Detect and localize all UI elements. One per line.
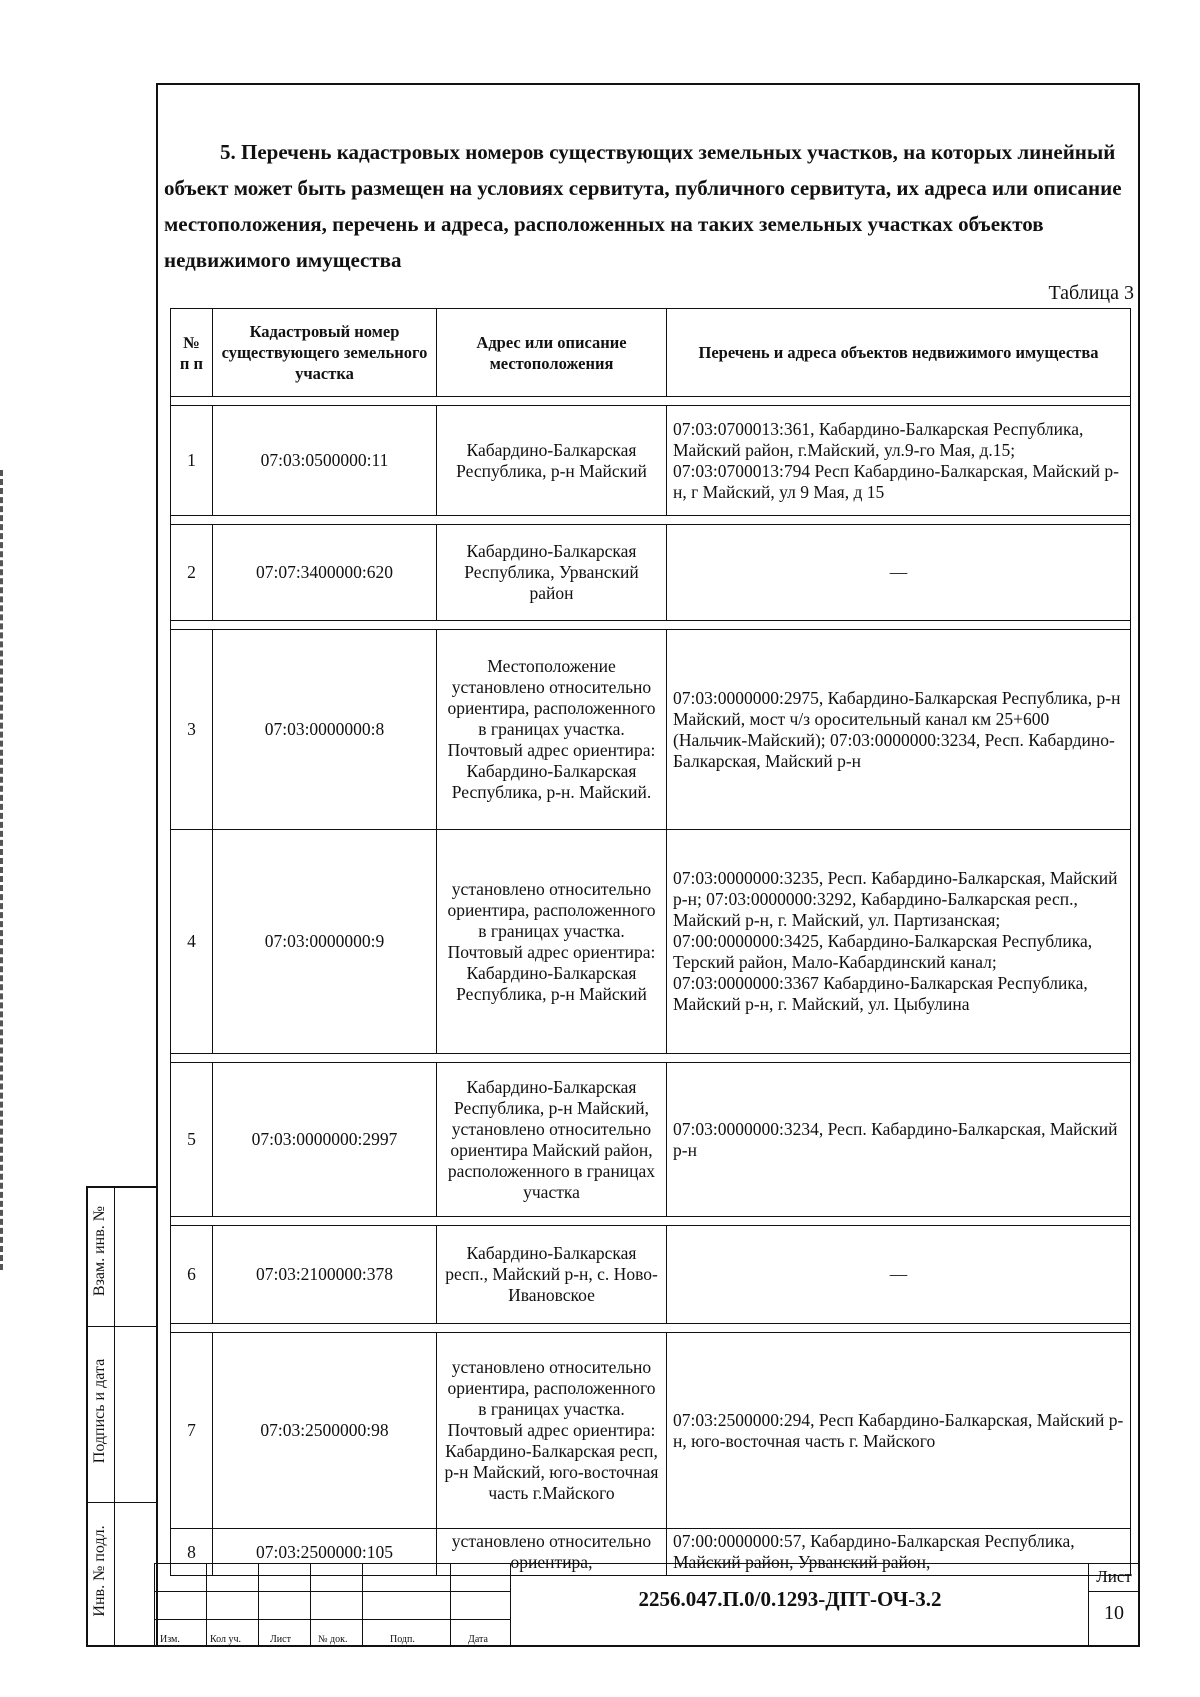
side-stamp-row-line — [88, 1502, 156, 1503]
header-num: № п п — [171, 309, 213, 397]
row-cadastral: 07:03:0000000:9 — [213, 830, 437, 1054]
document-code: 2256.047.П.0/0.1293-ДПТ-ОЧ-3.2 — [638, 1587, 942, 1611]
sheet-number: 10 — [1104, 1602, 1124, 1624]
row-cadastral: 07:03:2500000:98 — [213, 1333, 437, 1529]
title-block-line — [310, 1563, 311, 1647]
row-num: 8 — [171, 1529, 213, 1576]
table-gap — [171, 1324, 1131, 1333]
row-objects: 07:00:0000000:57, Кабардино-Балкарская Республика, Майский район, Урванский район, — [667, 1529, 1131, 1576]
row-cadastral: 07:03:2100000:378 — [213, 1226, 437, 1324]
title-block-line — [362, 1563, 363, 1647]
title-block-line — [450, 1563, 451, 1647]
label-data: Дата — [468, 1634, 488, 1645]
row-cadastral: 07:03:0000000:2997 — [213, 1063, 437, 1217]
sheet-label: Лист — [1096, 1567, 1132, 1586]
table-row — [171, 1226, 1131, 1324]
row-address: Кабардино-Балкарская Республика, Урванский район — [437, 525, 667, 621]
table-gap — [171, 516, 1131, 525]
header-address: Адрес или описание местоположения — [437, 309, 667, 397]
row-address: Кабардино-Балкарская респ., Майский р-н, с. Ново-Ивановское — [437, 1226, 667, 1324]
table-caption: Таблица 3 — [1048, 282, 1134, 304]
label-list: Лист — [270, 1634, 291, 1645]
row-objects: 07:03:0000000:3235, Респ. Кабардино-Балкарская, Майский р-н; 07:03:0000000:3292, Кабардино-Балкарская респ., Майский р-н, г. Майский, ул. Партизанская; 07:00:0000000:3425, Кабардино-Балкарская Республика, Терский район, Мало-Кабардинский канал; 07:03:0000000:3367 Кабардино-Балкарская Республика, Майский р-н, г. Майский, ул. Цыбулина — [667, 830, 1131, 1054]
row-num: 3 — [171, 630, 213, 830]
row-num: 5 — [171, 1063, 213, 1217]
row-address: установлено относительно ориентира, — [437, 1529, 667, 1576]
row-num: 6 — [171, 1226, 213, 1324]
section-heading-text: 5. Перечень кадастровых номеров существующих земельных участков, на которых линейный объект может быть размещен на условиях сервитута, публичного сервитута, их адреса или описание местоположения, перечень и адреса, расположенных на таких земельных участках объектов недвижимого имущества — [164, 140, 1122, 272]
side-label-vzam: Взам. инв. № — [91, 1205, 108, 1297]
row-objects: 07:03:2500000:294, Респ Кабардино-Балкарская, Майский р-н, юго-восточная часть г. Майского — [667, 1333, 1131, 1529]
table-row — [171, 830, 1131, 1054]
row-objects: 07:03:0000000:2975, Кабардино-Балкарская Республика, р-н Майский, мост ч/з оросительный канал км 25+600 (Нальчик-Майский); 07:03:0000000:3234, Респ. Кабардино-Балкарская, Майский р-н — [667, 630, 1131, 830]
row-objects: 07:03:0000000:3234, Респ. Кабардино-Балкарская, Майский р-н — [667, 1063, 1131, 1217]
side-stamp — [86, 1186, 156, 1647]
row-num: 1 — [171, 406, 213, 516]
row-cadastral: 07:07:3400000:620 — [213, 525, 437, 621]
cadastral-table — [170, 308, 1131, 1576]
row-address: Местоположение установлено относительно ориентира, расположенного в границах участка. Почтовый адрес ориентира: Кабардино-Балкарская Республика, р-н. Майский. — [437, 630, 667, 830]
row-objects: — — [667, 525, 1131, 621]
table-gap — [171, 397, 1131, 406]
scan-edge-marks — [0, 470, 7, 1270]
label-izm: Изм. — [160, 1634, 180, 1645]
label-doc-num: № док. — [318, 1634, 348, 1645]
header-cadastral: Кадастровый номер существующего земельного участка — [213, 309, 437, 397]
row-cadastral: 07:03:2500000:105 — [213, 1529, 437, 1576]
table-row — [171, 1063, 1131, 1217]
table-row — [171, 406, 1131, 516]
section-heading — [164, 134, 1124, 278]
row-objects: — — [667, 1226, 1131, 1324]
row-address: Кабардино-Балкарская Республика, р-н Майский, установлено относительно ориентира Майский район, расположенного в границах участка — [437, 1063, 667, 1217]
row-address: установлено относительно ориентира, расположенного в границах участка. Почтовый адрес ориентира: Кабардино-Балкарская Республика, р-н Майский — [437, 830, 667, 1054]
label-kol-uch: Кол уч. — [210, 1634, 242, 1645]
label-podp: Подп. — [390, 1634, 415, 1645]
title-block-line — [206, 1563, 207, 1647]
header-objects: Перечень и адреса объектов недвижимого имущества — [667, 309, 1131, 397]
side-label-inv: Инв. № подл. — [91, 1525, 108, 1617]
side-stamp-divider — [114, 1188, 115, 1645]
title-block-line — [258, 1563, 259, 1647]
table-gap — [171, 1054, 1131, 1063]
row-address: Кабардино-Балкарская Республика, р-н Майский — [437, 406, 667, 516]
table-row — [171, 630, 1131, 830]
row-cadastral: 07:03:0500000:11 — [213, 406, 437, 516]
side-stamp-row-line — [88, 1326, 156, 1327]
table-row — [171, 1333, 1131, 1529]
side-label-podpis: Подпись и дата — [91, 1358, 108, 1464]
title-block-line — [154, 1591, 510, 1619]
row-num: 7 — [171, 1333, 213, 1529]
row-address: установлено относительно ориентира, расположенного в границах участка. Почтовый адрес ориентира: Кабардино-Балкарская респ, р-н Майский, юго-восточная часть г.Майского — [437, 1333, 667, 1529]
table-row — [171, 525, 1131, 621]
row-num: 2 — [171, 525, 213, 621]
title-block-line — [154, 1563, 510, 1591]
row-objects: 07:03:0700013:361, Кабардино-Балкарская Республика, Майский район, г.Майский, ул.9-го Мая, д.15; 07:03:0700013:794 Респ Кабардино-Балкарская, Майский р-н, г Майский, ул 9 Мая, д 15 — [667, 406, 1131, 516]
row-cadastral: 07:03:0000000:8 — [213, 630, 437, 830]
table-gap — [171, 621, 1131, 630]
row-num: 4 — [171, 830, 213, 1054]
table-header-row — [171, 309, 1131, 397]
table-gap — [171, 1217, 1131, 1226]
